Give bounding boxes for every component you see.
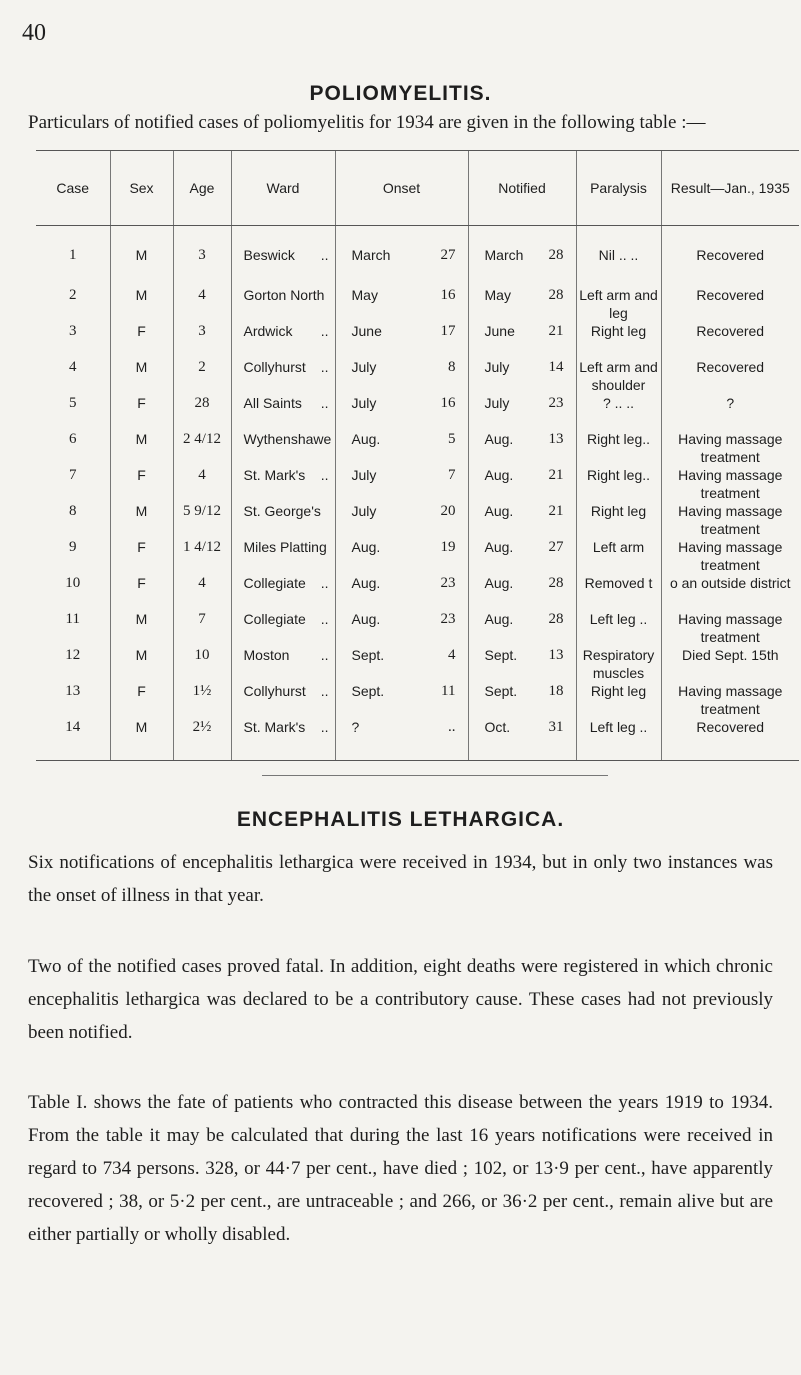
sex-cell: M xyxy=(110,610,173,646)
case-number: 9 xyxy=(69,539,77,555)
result-cell: Recovered xyxy=(661,358,799,394)
case-number: 3 xyxy=(69,323,77,339)
ward-name: St. Mark's xyxy=(243,467,306,483)
paralysis-cell: Left arm and leg xyxy=(576,286,661,322)
onset-cell xyxy=(335,574,468,610)
notified-day: 28 xyxy=(548,575,564,591)
case-number: 6 xyxy=(69,431,77,447)
onset-day: 7 xyxy=(448,467,456,483)
notified-cell xyxy=(468,574,576,610)
ward-dots: .. xyxy=(320,323,329,339)
onset-day: 5 xyxy=(448,431,456,447)
onset-day: 23 xyxy=(440,611,456,627)
section-title-encephalitis: ENCEPHALITIS LETHARGICA. xyxy=(236,808,565,831)
paralysis-cell: Right leg xyxy=(576,682,661,718)
ward-name: Beswick xyxy=(243,247,295,263)
paralysis-cell: Right leg xyxy=(576,322,661,358)
paralysis-cell: Left arm and shoulder xyxy=(576,358,661,394)
notified-cell xyxy=(468,358,576,394)
onset-cell xyxy=(335,610,468,646)
notified-cell xyxy=(468,538,576,574)
ward-cell xyxy=(231,466,335,502)
onset-day: 4 xyxy=(448,647,456,663)
onset-cell xyxy=(335,502,468,538)
notified-month: Aug. xyxy=(484,503,514,519)
result-cell: Recovered xyxy=(661,322,799,358)
age-cell: 28 xyxy=(173,394,231,430)
paralysis-cell: Right leg.. xyxy=(576,466,661,502)
result-cell: Recovered xyxy=(661,286,799,322)
ward-dots: .. xyxy=(320,359,329,375)
result-cell: Recovered xyxy=(661,718,799,761)
notified-day: 13 xyxy=(548,431,564,447)
table-row xyxy=(36,682,799,718)
sex-cell: F xyxy=(110,538,173,574)
notified-day: 21 xyxy=(548,467,564,483)
case-number: 5 xyxy=(69,395,77,411)
paralysis-cell: ? .. .. xyxy=(576,394,661,430)
age-cell: 4 xyxy=(173,286,231,322)
ward-name: All Saints xyxy=(243,395,302,411)
notified-day: 27 xyxy=(548,539,564,555)
notified-cell xyxy=(468,286,576,322)
ward-cell xyxy=(231,574,335,610)
notified-month: Aug. xyxy=(484,539,514,555)
onset-day: 16 xyxy=(440,287,456,303)
notified-day: 28 xyxy=(548,611,564,627)
paralysis-cell: Left leg .. xyxy=(576,718,661,761)
ward-name: Collyhurst xyxy=(243,683,306,699)
onset-day: 17 xyxy=(440,323,456,339)
ward-name: Moston xyxy=(243,647,290,663)
section-divider xyxy=(262,775,608,776)
paralysis-cell: Right leg.. xyxy=(576,430,661,466)
age-cell: 1½ xyxy=(173,682,231,718)
result-cell: Having massage treatment xyxy=(661,466,799,502)
paragraph: Table I. shows the fate of patients who contracted this disease between the years 1919 to 1934. From the table it may be calculated that during the last 16 years notifications were received in regard to 734 persons. 328, or 44·7 per cent., have died ; 102, or 13·9 per cent., have apparently recovered ; 38, or 5·2 per cent., are untraceable ; and 266, or 36·2 per cent., remain alive but are either partially or wholly disabled. xyxy=(28,1092,773,1245)
ward-cell xyxy=(231,430,335,466)
ward-dots: .. xyxy=(320,467,329,483)
case-number: 7 xyxy=(69,467,77,483)
ward-cell xyxy=(231,286,335,322)
onset-cell xyxy=(335,718,468,761)
ward-dots: .. xyxy=(320,575,329,591)
ward-cell xyxy=(231,718,335,761)
notified-day: 28 xyxy=(548,247,564,263)
notified-month: Oct. xyxy=(484,719,511,735)
age-cell: 10 xyxy=(173,646,231,682)
age-cell: 2 xyxy=(173,358,231,394)
ward-cell xyxy=(231,646,335,682)
onset-cell xyxy=(335,286,468,322)
paralysis-cell: Removed t xyxy=(576,574,661,610)
onset-month: July xyxy=(351,467,377,483)
paragraph: Six notifications of encephalitis lethargica were received in 1934, but in only two instances was the onset of illness in that year. xyxy=(28,852,773,906)
onset-month: March xyxy=(351,247,391,263)
onset-month: ? xyxy=(351,719,360,735)
notified-month: Sept. xyxy=(484,647,518,663)
paralysis-cell: Left leg .. xyxy=(576,610,661,646)
age-cell: 5 9/12 xyxy=(173,502,231,538)
table-row xyxy=(36,226,799,287)
sex-cell: M xyxy=(110,226,173,287)
result-cell: Having massage treatment xyxy=(661,610,799,646)
sex-cell: M xyxy=(110,502,173,538)
onset-month: Aug. xyxy=(351,539,381,555)
age-cell: 2½ xyxy=(173,718,231,761)
notified-month: Aug. xyxy=(484,575,514,591)
paralysis-cell: Respiratory muscles xyxy=(576,646,661,682)
notified-month: Aug. xyxy=(484,611,514,627)
table-header-row xyxy=(36,151,799,226)
notified-day: 18 xyxy=(548,683,564,699)
onset-cell xyxy=(335,430,468,466)
result-cell: ? xyxy=(661,394,799,430)
onset-cell xyxy=(335,682,468,718)
notified-cell xyxy=(468,610,576,646)
notified-month: July xyxy=(484,395,510,411)
ward-cell xyxy=(231,322,335,358)
header-age: Age xyxy=(173,151,231,226)
sex-cell: M xyxy=(110,430,173,466)
ward-dots: .. xyxy=(320,395,329,411)
result-cell: Recovered xyxy=(661,226,799,287)
table-row xyxy=(36,574,799,610)
sex-cell: M xyxy=(110,358,173,394)
paralysis-cell: Nil .. .. xyxy=(576,226,661,287)
table-row xyxy=(36,430,799,466)
onset-day: .. xyxy=(448,719,456,735)
notified-cell xyxy=(468,394,576,430)
result-cell: o an outside district xyxy=(661,574,799,610)
notified-cell xyxy=(468,718,576,761)
notified-month: May xyxy=(484,287,511,303)
notified-month: Sept. xyxy=(484,683,518,699)
ward-name: St. Mark's xyxy=(243,719,306,735)
case-number: 11 xyxy=(65,611,80,627)
case-number: 4 xyxy=(69,359,77,375)
sex-cell: F xyxy=(110,682,173,718)
onset-day: 16 xyxy=(440,395,456,411)
case-number: 12 xyxy=(65,647,81,663)
table-row xyxy=(36,322,799,358)
notified-month: Aug. xyxy=(484,467,514,483)
onset-cell xyxy=(335,226,468,287)
case-number: 8 xyxy=(69,503,77,519)
notified-day: 13 xyxy=(548,647,564,663)
age-cell: 7 xyxy=(173,610,231,646)
age-cell: 2 4/12 xyxy=(173,430,231,466)
ward-dots: .. xyxy=(320,719,329,735)
header-result: Result—Jan., 1935 xyxy=(661,151,799,226)
result-cell: Having massage treatment xyxy=(661,682,799,718)
ward-cell xyxy=(231,502,335,538)
result-cell: Having massage treatment xyxy=(661,430,799,466)
age-cell: 3 xyxy=(173,226,231,287)
onset-day: 11 xyxy=(441,683,456,699)
onset-month: July xyxy=(351,359,377,375)
ward-name: St. George's xyxy=(243,503,321,519)
case-number: 14 xyxy=(36,718,110,761)
sex-cell: F xyxy=(110,394,173,430)
onset-day: 20 xyxy=(440,503,456,519)
ward-cell xyxy=(231,358,335,394)
table-row xyxy=(36,286,799,322)
result-cell: Having massage treatment xyxy=(661,502,799,538)
onset-month: Sept. xyxy=(351,647,385,663)
age-cell: 1 4/12 xyxy=(173,538,231,574)
ward-cell xyxy=(231,394,335,430)
onset-cell xyxy=(335,322,468,358)
header-notified: Notified xyxy=(468,151,576,226)
ward-dots: .. xyxy=(320,247,329,263)
notified-month: Aug. xyxy=(484,431,514,447)
header-sex: Sex xyxy=(110,151,173,226)
onset-day: 27 xyxy=(440,247,456,263)
onset-month: Aug. xyxy=(351,611,381,627)
header-ward: Ward xyxy=(231,151,335,226)
onset-month: Sept. xyxy=(351,683,385,699)
case-number: 1 xyxy=(69,247,77,263)
table-row xyxy=(36,394,799,430)
onset-day: 19 xyxy=(440,539,456,555)
paragraph: Two of the notified cases proved fatal. In addition, eight deaths were registered in which chronic encephalitis lethargica was declared to be a contributory cause. These cases had not previously been notified. xyxy=(28,956,773,1043)
ward-dots: .. xyxy=(320,611,329,627)
paralysis-cell: Left arm xyxy=(576,538,661,574)
notified-cell xyxy=(468,682,576,718)
table-row xyxy=(36,610,799,646)
ward-name: Wythenshawe xyxy=(243,431,332,447)
notified-month: March xyxy=(484,247,524,263)
notified-day: 31 xyxy=(548,719,564,735)
notified-month: July xyxy=(484,359,510,375)
header-onset: Onset xyxy=(335,151,468,226)
onset-cell xyxy=(335,646,468,682)
ward-cell xyxy=(231,682,335,718)
notified-day: 14 xyxy=(548,359,564,375)
notified-cell xyxy=(468,322,576,358)
poliomyelitis-table xyxy=(36,150,799,761)
ward-name: Ardwick xyxy=(243,323,293,339)
sex-cell: M xyxy=(110,646,173,682)
onset-month: June xyxy=(351,323,382,339)
onset-day: 8 xyxy=(448,359,456,375)
onset-month: Aug. xyxy=(351,575,381,591)
ward-cell xyxy=(231,610,335,646)
case-number: 10 xyxy=(65,575,81,591)
header-case: Case xyxy=(36,151,110,226)
notified-cell xyxy=(468,226,576,287)
ward-name: Miles Platting xyxy=(243,539,327,555)
notified-cell xyxy=(468,502,576,538)
case-number: 13 xyxy=(65,683,81,699)
ward-dots: .. xyxy=(320,647,329,663)
ward-dots: .. xyxy=(320,683,329,699)
sex-cell: F xyxy=(110,574,173,610)
age-cell: 4 xyxy=(173,574,231,610)
table-row xyxy=(36,466,799,502)
onset-cell xyxy=(335,394,468,430)
onset-day: 23 xyxy=(440,575,456,591)
sex-cell: F xyxy=(110,466,173,502)
ward-cell xyxy=(231,538,335,574)
header-paralysis: Paralysis xyxy=(576,151,661,226)
onset-month: Aug. xyxy=(351,431,381,447)
table-row xyxy=(36,358,799,394)
table-row xyxy=(36,538,799,574)
onset-cell xyxy=(335,466,468,502)
table-row xyxy=(36,718,799,761)
ward-name: Collegiate xyxy=(243,575,306,591)
ward-cell xyxy=(231,226,335,287)
ward-name: Collegiate xyxy=(243,611,306,627)
notified-month: June xyxy=(484,323,515,339)
page-number: 40 xyxy=(22,20,46,46)
case-number: 2 xyxy=(69,287,77,303)
section-title-poliomyelitis: POLIOMYELITIS. xyxy=(309,82,492,105)
paralysis-cell: Right leg xyxy=(576,502,661,538)
intro-text: Particulars of notified cases of poliomyelitis for 1934 are given in the following table :— xyxy=(28,112,706,133)
onset-cell xyxy=(335,538,468,574)
ward-name: Collyhurst xyxy=(243,359,306,375)
notified-day: 28 xyxy=(548,287,564,303)
notified-day: 21 xyxy=(548,503,564,519)
table-row xyxy=(36,502,799,538)
result-cell: Having massage treatment xyxy=(661,538,799,574)
sex-cell: M xyxy=(110,286,173,322)
notified-day: 21 xyxy=(548,323,564,339)
onset-month: July xyxy=(351,503,377,519)
sex-cell: M xyxy=(110,718,173,761)
table-row xyxy=(36,646,799,682)
age-cell: 4 xyxy=(173,466,231,502)
onset-cell xyxy=(335,358,468,394)
onset-month: May xyxy=(351,287,378,303)
notified-cell xyxy=(468,646,576,682)
notified-cell xyxy=(468,466,576,502)
age-cell: 3 xyxy=(173,322,231,358)
notified-day: 23 xyxy=(548,395,564,411)
result-cell: Died Sept. 15th xyxy=(661,646,799,682)
sex-cell: F xyxy=(110,322,173,358)
onset-month: July xyxy=(351,395,377,411)
notified-cell xyxy=(468,430,576,466)
ward-name: Gorton North xyxy=(243,287,325,303)
